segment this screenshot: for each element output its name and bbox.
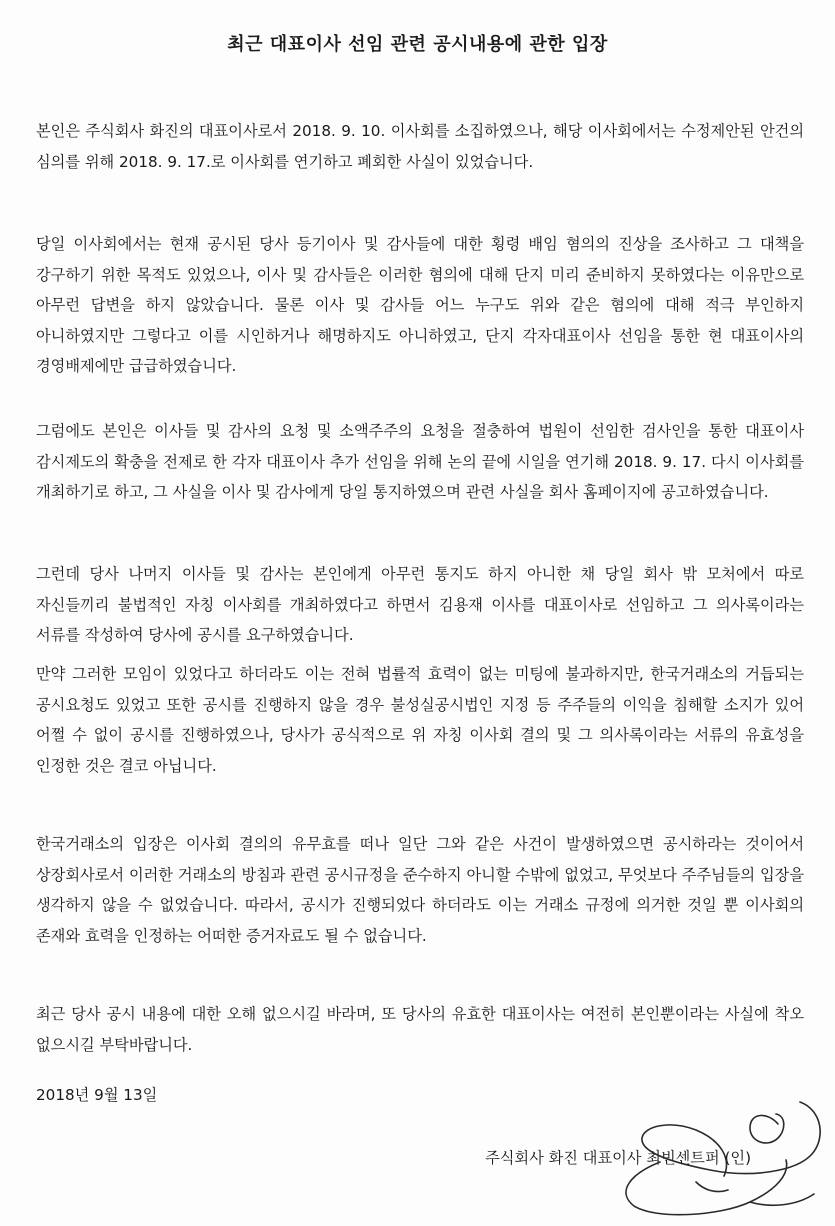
paragraph-2: 당일 이사회에서는 현재 공시된 당사 등기이사 및 감사들에 대한 횡령 배임 혐의의 진상을 조사하고 그 대책을 강구하기 위한 목적도 있었으나, 이사 및 감사들은 이러한 혐의에 대해 단지 미리 준비하지 못하였다는 이유만으로 아무런 답변을 하지 않았습니다. 물론 이사 및 감사들 어느 누구도 위와 같은 혐의에 대해 적극 부인하지 아니하였지만 그렇다고 이를 시인하거나 해명하지도 아니하였고, 단지 각자대표이사 선임을 통한 현 대표이사의 경영배제에만 급급하였습니다. bbox=[36, 235, 804, 375]
document-title: 최근 대표이사 선임 관련 공시내용에 관한 입장 bbox=[227, 34, 608, 55]
document-date: 2018년 9월 13일 bbox=[36, 1086, 158, 1104]
paragraph-6: 한국거래소의 입장은 이사회 결의의 유무효를 떠나 일단 그와 같은 사건이 발생하였으면 공시하라는 것이어서 상장회사로서 이러한 거래소의 방침과 관련 공시규정을 준수하지 아니할 수밖에 없었고, 무엇보다 주주님들의 입장을 생각하지 않을 수 없었습니다. 따라서, 공시가 진행되었다 하더라도 이는 거래소 규정에 의거한 것일 뿐 이사회의 존재와 효력을 인정하는 어떠한 증거자료도 될 수 없습니다. bbox=[36, 835, 804, 945]
paragraph-1: 본인은 주식회사 화진의 대표이사로서 2018. 9. 10. 이사회를 소집하였으나, 해당 이사회에서는 수정제안된 안건의 심의를 위해 2018. 9. 17.로 이사회를 연기하고 폐회한 사실이 있었습니다. bbox=[36, 122, 804, 171]
paragraph-7: 최근 당사 공시 내용에 대한 오해 없으시길 바라며, 또 당사의 유효한 대표이사는 여전히 본인뿐이라는 사실에 착오 없으시길 부탁바랍니다. bbox=[36, 1005, 804, 1054]
paragraph-3: 그럼에도 본인은 이사들 및 감사의 요청 및 소액주주의 요청을 절충하여 법원이 선임한 검사인을 통한 대표이사 감시제도의 확충을 전제로 한 각자 대표이사 추가 선임을 위해 논의 끝에 시일을 연기해 2018. 9. 17. 다시 이사회를 개최하기로 하고, 그 사실을 이사 및 감사에게 당일 통지하였으며 관련 사실을 회사 홈페이지에 공고하였습니다. bbox=[36, 422, 804, 501]
signatory-line: 주식회사 화진 대표이사 최빈센트퍼 (인) bbox=[485, 1149, 751, 1167]
paragraph-4: 그런데 당사 나머지 이사들 및 감사는 본인에게 아무런 통지도 하지 아니한 채 당일 회사 밖 모처에서 따로 자신들끼리 불법적인 자칭 이사회를 개최하였다고 하면서 김용재 이사를 대표이사로 선임하고 그 의사록이라는 서류를 작성하여 당사에 공시를 요구하였습니다. bbox=[36, 565, 804, 644]
paragraph-5: 만약 그러한 모임이 있었다고 하더라도 이는 전혀 법률적 효력이 없는 미팅에 불과하지만, 한국거래소의 거듭되는 공시요청도 있었고 또한 공시를 진행하지 않을 경우 불성실공시법인 지정 등 주주들의 이익을 침해할 소지가 있어 어쩔 수 없이 공시를 진행하였으나, 당사가 공식적으로 위 자칭 이사회 결의 및 그 의사록이라는 서류의 유효성을 인정한 것은 결코 아닙니다. bbox=[36, 665, 804, 775]
